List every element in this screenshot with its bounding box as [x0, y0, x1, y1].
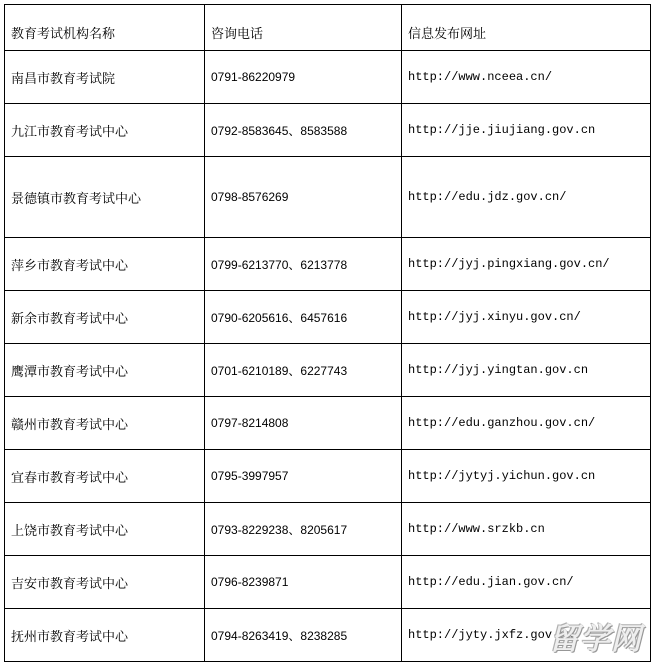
- table-row: [5, 291, 651, 344]
- institution-name: 吉安市教育考试中心: [5, 556, 205, 609]
- table-row: [5, 51, 651, 104]
- institution-name: 九江市教育考试中心: [5, 104, 205, 157]
- institution-name: 上饶市教育考试中心: [5, 503, 205, 556]
- exam-institutions-table: [4, 4, 651, 662]
- institution-name: 宜春市教育考试中心: [5, 450, 205, 503]
- institution-name: 新余市教育考试中心: [5, 291, 205, 344]
- institution-name: 赣州市教育考试中心: [5, 397, 205, 450]
- phone-number: 0793-8229238、8205617: [205, 503, 402, 556]
- phone-number: 0795-3997957: [205, 450, 402, 503]
- header-website: 信息发布网址: [402, 5, 651, 51]
- institution-name: 南昌市教育考试院: [5, 51, 205, 104]
- phone-number: 0701-6210189、6227743: [205, 344, 402, 397]
- header-phone: 咨询电话: [205, 5, 402, 51]
- header-institution-name: 教育考试机构名称: [5, 5, 205, 51]
- phone-number: 0799-6213770、6213778: [205, 238, 402, 291]
- phone-number: 0792-8583645、8583588: [205, 104, 402, 157]
- table-row: [5, 157, 651, 238]
- phone-number: 0791-86220979: [205, 51, 402, 104]
- phone-number: 0797-8214808: [205, 397, 402, 450]
- institution-name: 景德镇市教育考试中心: [5, 157, 205, 238]
- table-row: [5, 503, 651, 556]
- website-link[interactable]: http://edu.jdz.gov.cn/: [402, 157, 651, 238]
- institution-name: 抚州市教育考试中心: [5, 609, 205, 662]
- phone-number: 0798-8576269: [205, 157, 402, 238]
- table-row: [5, 450, 651, 503]
- website-link[interactable]: http://www.srzkb.cn: [402, 503, 651, 556]
- table-row: [5, 397, 651, 450]
- website-link[interactable]: http://edu.jian.gov.cn/: [402, 556, 651, 609]
- phone-number: 0790-6205616、6457616: [205, 291, 402, 344]
- table-row: [5, 609, 651, 662]
- table-row: [5, 344, 651, 397]
- website-link[interactable]: http://jytyj.yichun.gov.cn: [402, 450, 651, 503]
- website-link[interactable]: http://edu.ganzhou.gov.cn/: [402, 397, 651, 450]
- website-link[interactable]: http://jyj.xinyu.gov.cn/: [402, 291, 651, 344]
- watermark-logo: 留学网: [549, 622, 642, 657]
- website-link[interactable]: http://jyj.pingxiang.gov.cn/: [402, 238, 651, 291]
- website-link[interactable]: http://jyty.jxfz.gov.cn/: [402, 609, 651, 662]
- phone-number: 0796-8239871: [205, 556, 402, 609]
- table-row: [5, 104, 651, 157]
- table-row: [5, 238, 651, 291]
- phone-number: 0794-8263419、8238285: [205, 609, 402, 662]
- table-row: [5, 556, 651, 609]
- institution-name: 萍乡市教育考试中心: [5, 238, 205, 291]
- website-link[interactable]: http://jyj.yingtan.gov.cn: [402, 344, 651, 397]
- website-link[interactable]: http://www.nceea.cn/: [402, 51, 651, 104]
- website-link[interactable]: http://jje.jiujiang.gov.cn: [402, 104, 651, 157]
- institution-name: 鹰潭市教育考试中心: [5, 344, 205, 397]
- table-header-row: [5, 5, 651, 51]
